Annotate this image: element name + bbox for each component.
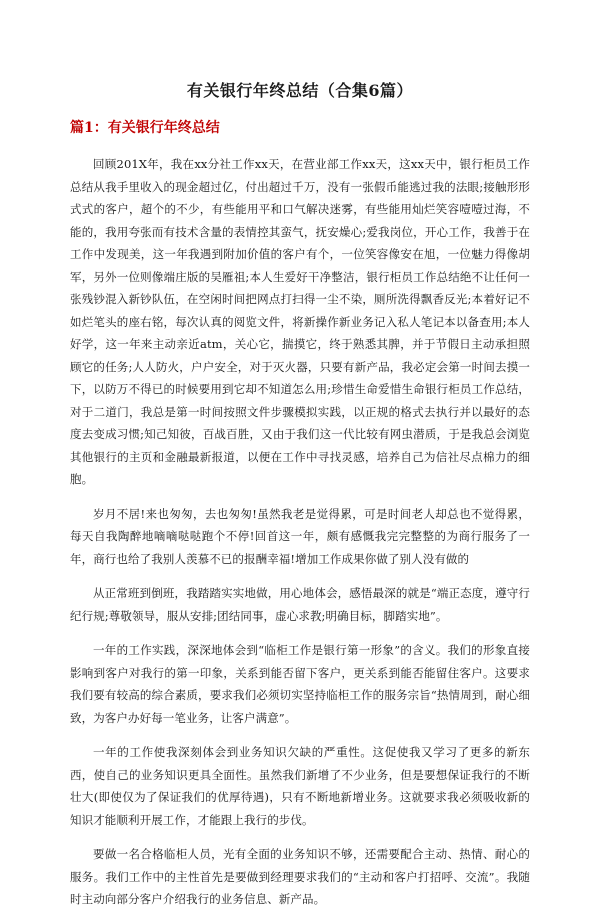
paragraph: 一年的工作实践，深深地体会到“临柜工作是银行第一形象”的含义。我们的形象直接影响到客户对我行的第一印象，关系到能否留下客户，更关系到能否能留住客户。这要求我们要有较高的综合素质，要求我们必须切实坚持临柜工作的服务宗旨“热情周到，耐心细致，为客户办好每一笔业务，让客户满意”。	[70, 643, 530, 725]
paragraph: 从正常班到倒班，我踏踏实实地做，用心地体会，感悟最深的就是“端正态度，遵守行纪行规;尊敬领导，服从安排;团结同事，虚心求教;明确目标，脚踏实地”。	[70, 586, 530, 623]
paragraph: 一年的工作使我深刻体会到业务知识欠缺的严重性。这促使我又学习了更多的新东西，使自己的业务知识更具全面性。虽然我们新增了不少业务，但是要想保证我行的不断壮大(即使仅为了保证我们的优厚待遇)，只有不断地新增业务。这就要求我必须吸收新的知识才能顺利开展工作，才能跟上我行的步伐。	[70, 745, 530, 827]
paragraph: 岁月不居!来也匆匆，去也匆匆!虽然我老是觉得累，可是时间老人却总也不觉得累，每天自我陶醉地嘀嘀哒哒跑个不停!回首这一年，颇有感慨我完完整整的为商行服务了一年，商行也给了我别人羡慕不已的报酬幸福!增加工作成果你做了别人没有做的	[70, 506, 530, 566]
paragraph: 要做一名合格临柜人员，光有全面的业务知识不够，还需要配合主动、热情、耐心的服务。我们工作中的主性首先是要做到经理要求我们的“主动和客户打招呼、交流”。我随时主动向部分客户介绍我行的业务信息、新产品。	[70, 847, 530, 906]
document-title: 有关银行年终总结（合集6篇）	[186, 81, 414, 100]
section-heading: 篇1：有关银行年终总结	[70, 120, 220, 136]
paragraph: 回顾201X年，我在xx分社工作xx天，在营业部工作xx天，这xx天中，银行柜员工作总结从我手里收入的现金超过亿，付出超过千万，没有一张假币能逃过我的法眼;接触形形式式的客户，超个的不少，有些能用平和口气解决迷雾，有些能用灿烂笑容噎噎过海，不能的，我用夸张而有技术含量的表情控其蛮气，抚安燥心;爱我岗位，开心工作，我善于在工作中发现美，这一年我遇到附加价值的客户有个，一位笑容像安在旭，一位魅力得像胡军，另外一位则像端庄版的吴雁祖;本人生爱好干净整洁，银行柜员工作总结绝不让任何一张残钞混入新钞队伍，在空闲时间把网点打扫得一尘不染，厕所洗得飘香反光;本着好记不如烂笔头的座右铭，每次认真的阅览文件，将新操作新业务记入私人笔记本以备查用;本人好学，这一年来主动亲近atm，关心它，揣摸它，终于熟悉其脾，并于节假日主动承担照顾它的任务;人人防火，户户安全，对于灭火器，只要有新产品，我必定会第一时间去摸一下，以防万不得已的时候要用到它却不知道怎么用;珍惜生命爱惜生命银行柜员工作总结，对于二道门，我总是第一时间按照文件步骤模拟实践，以正规的格式去执行并以最好的态度去变成习惯;知己知彼，百战百胜，又由于我们这一代比较有网虫潜质，于是我总会浏览其他银行的主页和金融最新报道，以便在工作中寻找灵感，培养自己为信社尽点棉力的细胞。	[70, 157, 530, 486]
